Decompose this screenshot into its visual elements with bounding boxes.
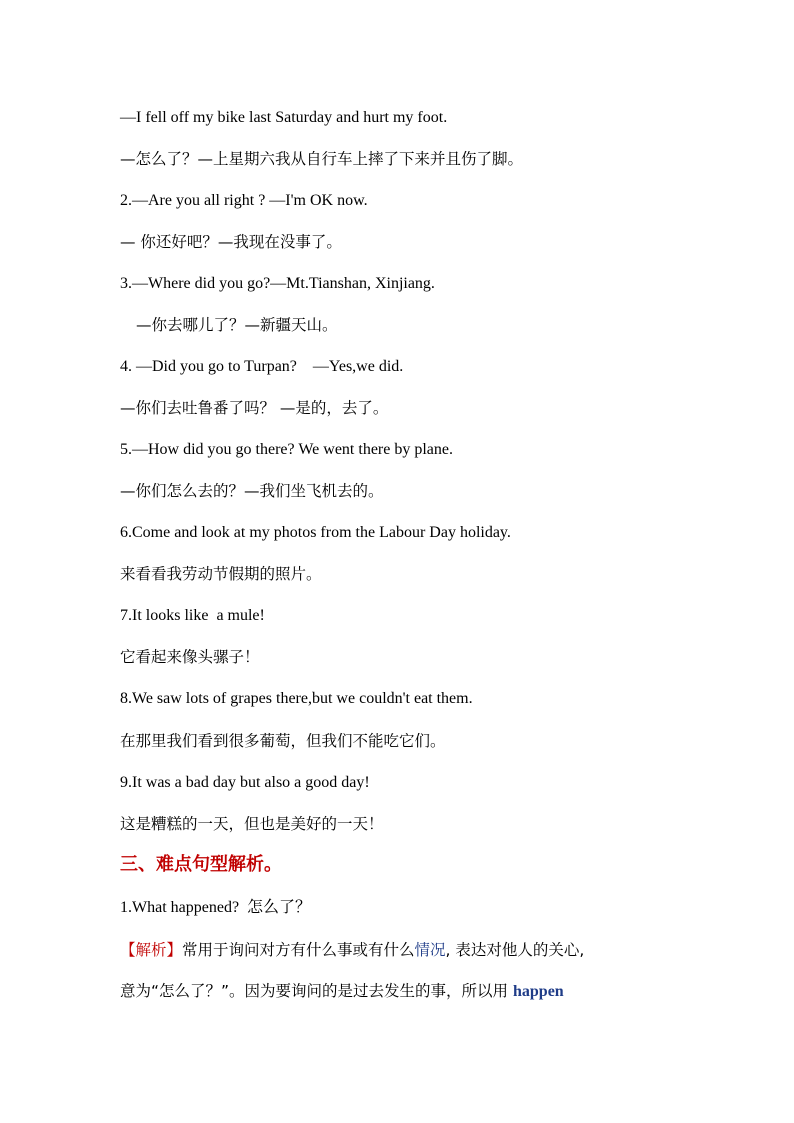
sentence-en-9: 9.It was a bad day but also a good day! <box>120 774 370 791</box>
sentence-en-6: 6.Come and look at my photos from the Labour Day holiday. <box>120 524 511 541</box>
dialogue-line-en-5: 5.—How did you go there? We went there by plane. <box>120 441 453 458</box>
dialogue-line-en-4: 4. —Did you go to Turpan? —Yes,we did. <box>120 358 404 375</box>
difficult-sentence-1: 1.What happened? 怎么了？ <box>120 899 312 916</box>
dialogue-line-cn-1: —怎么了？—上星期六我从自行车上摔了下来并且伤了脚。 <box>120 150 524 168</box>
sentence-en-7: 7.It looks like a mule! <box>120 607 265 624</box>
dialogue-line-cn-5: —你们怎么去的？—我们坐飞机去的。 <box>120 482 384 500</box>
sentence-cn-6: 来看看我劳动节假期的照片。 <box>120 565 322 583</box>
analysis-tag: 【解析】 <box>120 941 183 959</box>
analysis-text-1c: , 表达对他人的关心, <box>445 941 585 959</box>
sentence-cn-9: 这是糟糕的一天，但也是美好的一天！ <box>120 815 384 833</box>
sentence-cn-7: 它看起来像头骡子！ <box>120 648 260 666</box>
dialogue-line-en-3: 3.—Where did you go?—Mt.Tianshan, Xinjiang. <box>120 275 435 292</box>
sentence-en-8: 8.We saw lots of grapes there,but we couldn't eat them. <box>120 690 473 707</box>
analysis-keyword-situation: 情况 <box>414 941 446 959</box>
analysis-keyword-happen: happen <box>513 983 564 1000</box>
dialogue-line-en-1: —I fell off my bike last Saturday and hurt my foot. <box>120 109 448 126</box>
dialogue-line-cn-4: —你们去吐鲁番了吗？ —是的，去了。 <box>120 399 389 417</box>
analysis-line-2 <box>120 981 564 1002</box>
analysis-text-1a: 常用于询问对方有什么事或有什么 <box>182 941 415 959</box>
sentence-cn-8: 在那里我们看到很多葡萄，但我们不能吃它们。 <box>120 732 446 750</box>
dialogue-line-cn-2: — 你还好吧？—我现在没事了。 <box>120 233 342 251</box>
dialogue-line-cn-3: —你去哪儿了？—新疆天山。 <box>136 316 338 334</box>
analysis-text-2a: 意为“怎么了？”。因为要询问的是过去发生的事，所以用 <box>120 982 513 1000</box>
dialogue-line-en-2: 2.—Are you all right ? —I'm OK now. <box>120 192 368 209</box>
section-heading: 三、难点句型解析。 <box>120 854 282 875</box>
analysis-line-1 <box>120 940 584 960</box>
